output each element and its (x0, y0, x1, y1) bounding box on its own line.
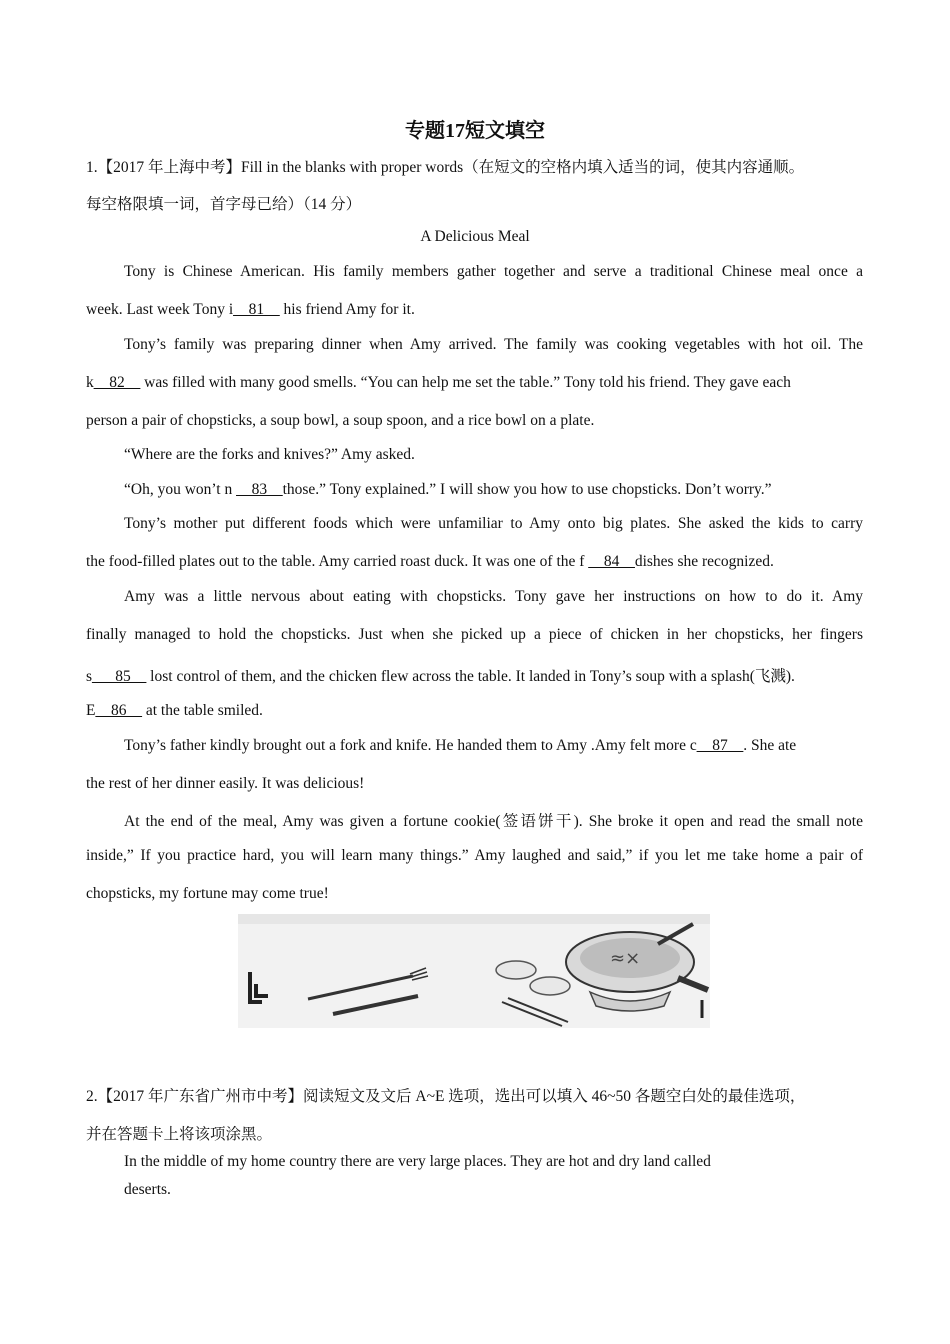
passage-title: A Delicious Meal (420, 228, 530, 245)
paragraph-line (124, 481, 772, 499)
paragraph-line (86, 702, 263, 720)
paragraph-line (86, 301, 415, 319)
q2-header-cont: 并在答题卡上将该项涂黑。 (86, 1126, 273, 1143)
paragraph-line (124, 515, 863, 533)
text-line: chopsticks, my fortune may come true! (86, 885, 329, 902)
text-line: deserts. (124, 1181, 171, 1198)
text-line: “Where are the forks and knives?” Amy asked. (124, 446, 415, 463)
text-line: Tony is Chinese American. His family members gather together and serve a traditional Chinese meal once a (124, 263, 863, 280)
paragraph-line (124, 737, 796, 755)
meal-illustration (238, 914, 710, 1028)
q1-header: 1.【2017 年上海中考】Fill in the blanks with proper words（在短文的空格内填入适当的词，使其内容通顺。 (86, 159, 805, 176)
blank-82[interactable]: __82__ (93, 374, 141, 391)
text: week. Last week Tony i (86, 301, 234, 318)
blank-85[interactable]: ___85__ (92, 668, 147, 685)
paragraph-line (124, 809, 863, 831)
text: those.” Tony explained.” I will show you how to use chopsticks. Don’t worry.” (282, 481, 772, 498)
text-line: At the end of the meal, Amy was given a fortune cookie(签语饼干). She broke it open and read the small note (124, 813, 863, 830)
paragraph-line (124, 588, 863, 606)
rice-bowl-icon (496, 961, 536, 979)
text: dishes she recognized. (634, 553, 774, 570)
text-line: Tony’s mother put different foods which were unfamiliar to Amy onto big plates. She asked the kids to carry (124, 515, 863, 532)
text-line: finally managed to hold the chopsticks. Just when she picked up a piece of chicken in her chopsticks, her fingers (86, 626, 863, 643)
blank-81[interactable]: __81__ (233, 301, 280, 318)
q1-header-cont: 每空格限填一词，首字母已给）（14 分） (86, 196, 362, 213)
paragraph-line (86, 553, 774, 571)
paragraph-line (86, 374, 791, 392)
text-line: Amy was a little nervous about eating with chopsticks. Tony gave her instructions on how to do it. Amy (124, 588, 863, 605)
text: lost control of them, and the chicken flew across the table. It landed in Tony’s soup with a splash(飞溅). (146, 668, 795, 685)
blank-87[interactable]: __87__ (696, 737, 744, 754)
text: E (86, 702, 96, 719)
text: s (86, 668, 93, 685)
paragraph-line (86, 847, 863, 865)
blank-83[interactable]: __83__ (236, 481, 283, 498)
paragraph-line (86, 626, 863, 644)
text: the food-filled plates out to the table. Amy carried roast duck. It was one of the f (86, 553, 589, 570)
text: at the table smiled. (141, 702, 263, 719)
text: k (86, 374, 94, 391)
tableware-drawing (238, 914, 710, 1028)
fish-icon: ≈× (610, 948, 641, 969)
text: his friend Amy for it. (279, 301, 415, 318)
q2-header: 2.【2017 年广东省广州市中考】阅读短文及文后 A~E 选项，选出可以填入 46~50 各题空白处的最佳选项， (86, 1088, 806, 1105)
text: was filled with many good smells. “You can help me set the table.” Tony told his friend. They gave each (140, 374, 791, 391)
text-line: In the middle of my home country there are very large places. They are hot and dry land called (124, 1153, 711, 1170)
text-line: person a pair of chopsticks, a soup bowl, a soup spoon, and a rice bowl on a plate. (86, 412, 595, 429)
text: “Oh, you won’t n (124, 481, 237, 498)
paragraph-line (86, 664, 795, 686)
blank-86[interactable]: __86__ (95, 702, 142, 719)
text-line: Tony’s family was preparing dinner when Amy arrived. The family was cooking vegetables with hot oil. The (124, 336, 863, 353)
blank-84[interactable]: __84__ (588, 553, 635, 570)
text: Tony’s father kindly brought out a fork and knife. He handed them to Amy .Amy felt more c (124, 737, 697, 754)
soup-bowl-icon (530, 977, 570, 995)
text: . She ate (743, 737, 797, 754)
page-title: 专题17短文填空 (405, 120, 545, 142)
text-line: inside,” If you practice hard, you will learn many things.” Amy laughed and said,” if you let me take home a pair of (86, 847, 863, 864)
text-line: the rest of her dinner easily. It was delicious! (86, 775, 365, 792)
paragraph-line (124, 263, 863, 281)
paragraph-line (124, 336, 863, 354)
